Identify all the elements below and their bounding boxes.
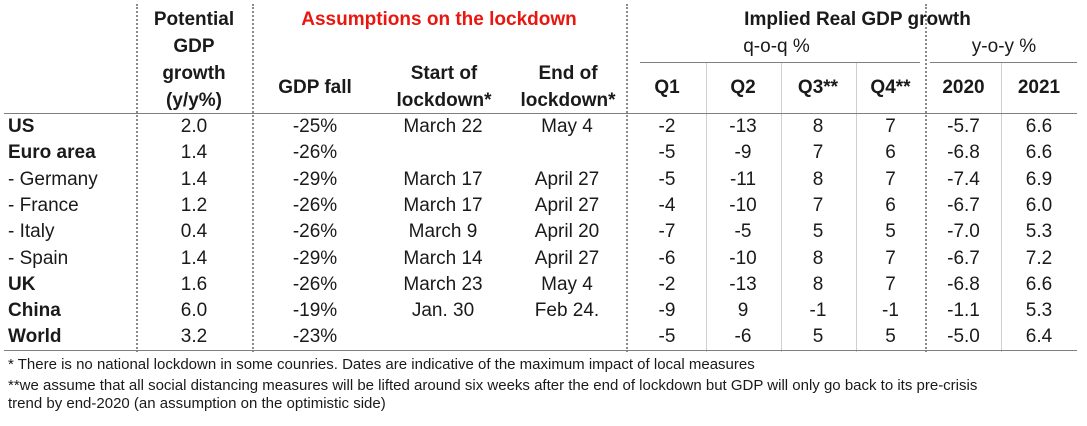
row-potential-gdp: 3.2 xyxy=(180,326,208,347)
row-potential-gdp: 2.0 xyxy=(180,116,208,137)
row-potential-gdp: 1.2 xyxy=(180,195,208,216)
row-potential-gdp: 6.0 xyxy=(180,300,208,321)
row-q1: -7 xyxy=(658,221,676,242)
row-q4: 7 xyxy=(885,169,896,190)
row-potential-gdp: 1.4 xyxy=(180,169,208,190)
row-potential-gdp: 1.6 xyxy=(180,274,208,295)
header-qoq: q-o-q % xyxy=(743,36,810,57)
rule-under-qoq xyxy=(640,62,920,63)
row-y2021: 6.6 xyxy=(1025,116,1053,137)
row-y2021: 5.3 xyxy=(1025,300,1053,321)
row-gdp-fall: -25% xyxy=(292,116,338,137)
header-potential-gdp-line: Potential xyxy=(153,9,235,30)
header-yoy: y-o-y % xyxy=(971,36,1037,57)
row-q2: -13 xyxy=(729,274,757,295)
row-start-lockdown: March 22 xyxy=(403,116,483,137)
row-y2020: -6.8 xyxy=(947,274,980,295)
row-country: US xyxy=(8,116,35,137)
row-gdp-fall: -26% xyxy=(292,221,338,242)
header-start-lockdown-line: lockdown* xyxy=(396,90,492,111)
row-gdp-fall: -29% xyxy=(292,248,338,269)
row-q4: 6 xyxy=(885,142,896,163)
row-y2020: -5.7 xyxy=(947,116,980,137)
footnote: **we assume that all social distancing measures will be lifted around six weeks after the end of lockdown but GDP will only go back to its pre-crisis xyxy=(8,377,978,394)
row-q3: -1 xyxy=(809,300,827,321)
rule-table-bottom xyxy=(4,350,1077,351)
footnote: * There is no national lockdown in some counries. Dates are indicative of the maximum impact of local measures xyxy=(8,356,755,373)
header-gdp-fall: GDP fall xyxy=(278,77,352,98)
row-q4: 5 xyxy=(885,326,896,347)
row-q1: -6 xyxy=(658,248,676,269)
row-y2020: -1.1 xyxy=(947,300,980,321)
row-country: World xyxy=(8,326,62,347)
row-country: - Germany xyxy=(8,169,98,190)
implied-title: Implied Real GDP growth xyxy=(744,9,971,30)
header-end-lockdown-line: End of xyxy=(538,63,598,84)
rule-under-header xyxy=(4,113,1077,114)
header-q4: Q4** xyxy=(870,77,911,98)
row-y2021: 5.3 xyxy=(1025,221,1053,242)
header-potential-gdp-line: (y/y%) xyxy=(166,90,222,111)
row-country: UK xyxy=(8,274,36,295)
header-q2: Q2 xyxy=(730,77,756,98)
row-country: - Spain xyxy=(8,248,69,269)
row-q4: 6 xyxy=(885,195,896,216)
row-y2020: -6.7 xyxy=(947,248,980,269)
row-q2: -9 xyxy=(734,142,752,163)
row-q4: 7 xyxy=(885,116,896,137)
row-q3: 8 xyxy=(812,274,824,295)
row-q2: -13 xyxy=(729,116,757,137)
row-y2021: 6.6 xyxy=(1025,274,1053,295)
header-end-lockdown-line: lockdown* xyxy=(520,90,616,111)
row-q2: -10 xyxy=(729,248,757,269)
row-q1: -5 xyxy=(658,169,676,190)
rule-under-yoy xyxy=(930,62,1077,63)
row-end-lockdown: Feb 24. xyxy=(534,300,600,321)
row-q4: 7 xyxy=(885,248,896,269)
row-end-lockdown: April 20 xyxy=(534,221,600,242)
row-start-lockdown: March 14 xyxy=(403,248,483,269)
row-y2020: -7.0 xyxy=(947,221,980,242)
header-potential-gdp-line: growth xyxy=(162,63,226,84)
row-q1: -4 xyxy=(658,195,676,216)
row-q1: -5 xyxy=(658,142,676,163)
row-gdp-fall: -26% xyxy=(292,195,338,216)
row-end-lockdown: April 27 xyxy=(534,169,600,190)
row-q4: 7 xyxy=(885,274,896,295)
row-y2021: 6.4 xyxy=(1025,326,1053,347)
row-potential-gdp: 1.4 xyxy=(180,142,208,163)
row-y2020: -6.7 xyxy=(947,195,980,216)
row-end-lockdown: April 27 xyxy=(534,248,600,269)
row-gdp-fall: -29% xyxy=(292,169,338,190)
header-y2020: 2020 xyxy=(942,77,985,98)
header-q3: Q3** xyxy=(797,77,839,98)
row-end-lockdown: April 27 xyxy=(534,195,600,216)
row-gdp-fall: -26% xyxy=(292,142,338,163)
row-end-lockdown: May 4 xyxy=(541,116,593,137)
row-start-lockdown: March 9 xyxy=(408,221,478,242)
row-q1: -2 xyxy=(658,116,676,137)
header-potential-gdp-line: GDP xyxy=(173,36,215,57)
divider-assumptions xyxy=(252,4,254,352)
row-gdp-fall: -23% xyxy=(292,326,338,347)
row-country: China xyxy=(8,300,61,321)
row-country: - France xyxy=(8,195,79,216)
row-q3: 8 xyxy=(812,116,824,137)
row-y2021: 6.0 xyxy=(1025,195,1053,216)
row-start-lockdown: March 23 xyxy=(403,274,483,295)
row-q4: 5 xyxy=(885,221,896,242)
row-end-lockdown: May 4 xyxy=(541,274,593,295)
row-q3: 5 xyxy=(812,326,824,347)
row-q1: -9 xyxy=(658,300,676,321)
row-q2: 9 xyxy=(737,300,749,321)
row-q2: -11 xyxy=(729,169,757,190)
row-q3: 7 xyxy=(812,195,824,216)
row-potential-gdp: 0.4 xyxy=(180,221,208,242)
row-q1: -5 xyxy=(658,326,676,347)
row-start-lockdown: March 17 xyxy=(403,169,483,190)
header-start-lockdown-line: Start of xyxy=(410,63,478,84)
row-country: - Italy xyxy=(8,221,55,242)
row-q4: -1 xyxy=(882,300,899,321)
row-q3: 5 xyxy=(812,221,824,242)
row-q2: -10 xyxy=(729,195,757,216)
header-y2021: 2021 xyxy=(1017,77,1061,98)
row-start-lockdown: Jan. 30 xyxy=(411,300,475,321)
row-y2020: -6.8 xyxy=(947,142,980,163)
row-q3: 8 xyxy=(812,248,824,269)
row-y2020: -7.4 xyxy=(947,169,980,190)
row-country: Euro area xyxy=(8,142,96,163)
footnote: trend by end-2020 (an assumption on the optimistic side) xyxy=(8,395,386,412)
row-q3: 7 xyxy=(812,142,824,163)
row-y2021: 7.2 xyxy=(1025,248,1053,269)
row-q2: -6 xyxy=(734,326,752,347)
row-potential-gdp: 1.4 xyxy=(180,248,208,269)
row-q2: -5 xyxy=(734,221,752,242)
row-q3: 8 xyxy=(812,169,824,190)
row-start-lockdown: March 17 xyxy=(403,195,483,216)
header-q1: Q1 xyxy=(654,77,680,98)
row-y2021: 6.6 xyxy=(1025,142,1053,163)
assumptions-title: Assumptions on the lockdown xyxy=(301,9,577,30)
row-q1: -2 xyxy=(658,274,676,295)
row-gdp-fall: -19% xyxy=(292,300,338,321)
row-y2020: -5.0 xyxy=(947,326,980,347)
row-y2021: 6.9 xyxy=(1025,169,1053,190)
row-gdp-fall: -26% xyxy=(292,274,338,295)
